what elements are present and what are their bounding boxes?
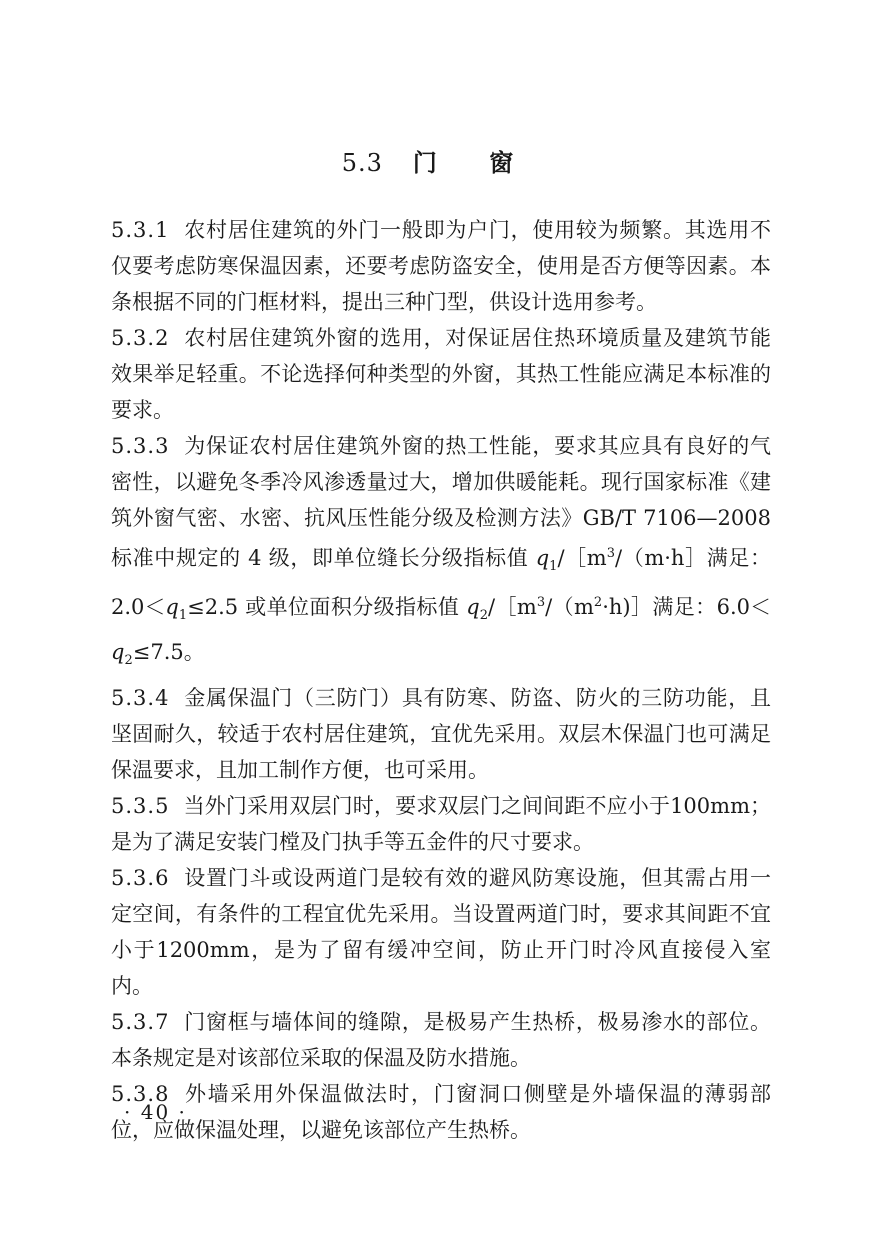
clause-5-3-4 xyxy=(111,680,771,788)
symbol-q: q xyxy=(111,640,125,665)
clause-text: 农村居住建筑的外门一般即为户门，使用较为频繁。其选用不仅要考虑防寒保温因素，还要考虑防盗安全，使用是否方便等因素。本条根据不同的门框材料，提出三种门型，供设计选用参考。 xyxy=(111,218,771,314)
clause-text: /（m xyxy=(545,595,594,620)
clause-5-3-6 xyxy=(111,860,771,1004)
clause-text: 门窗框与墙体间的缝隙，是极易产生热桥，极易渗水的部位。本条规定是对该部位采取的保温及防水措施。 xyxy=(111,1009,771,1070)
subscript: 1 xyxy=(549,559,558,575)
clause-number: 5.3.6 xyxy=(111,865,170,890)
superscript: 3 xyxy=(536,595,546,611)
section-number: 5.3 xyxy=(341,149,383,177)
symbol-q: q xyxy=(466,595,480,620)
subscript: 2 xyxy=(479,608,489,624)
page-number: · 40 · xyxy=(124,1100,187,1124)
section-title: 门 窗 xyxy=(412,148,536,177)
clause-number: 5.3.1 xyxy=(111,218,170,242)
clause-number: 5.3.2 xyxy=(111,326,170,350)
clause-number: 5.3.5 xyxy=(111,793,170,818)
clause-number: 5.3.7 xyxy=(111,1009,170,1034)
clause-5-3-3 xyxy=(111,428,771,680)
section-heading xyxy=(0,146,877,180)
symbol-q: q xyxy=(535,546,550,570)
body-text xyxy=(111,212,771,1148)
clause-text: 外墙采用外保温做法时，门窗洞口侧壁是外墙保温的薄弱部位，应做保温处理，以避免该部位产生热桥。 xyxy=(111,1081,771,1142)
subscript: 1 xyxy=(178,608,188,624)
clause-text: /［m xyxy=(488,595,537,620)
clause-text: ≤2.5 或单位面积分级指标值 xyxy=(187,595,467,620)
clause-5-3-5 xyxy=(111,788,771,860)
clause-text: ≤7.5。 xyxy=(132,640,205,665)
clause-5-3-1 xyxy=(111,212,771,320)
clause-5-3-2 xyxy=(111,320,771,428)
clause-5-3-7 xyxy=(111,1004,771,1076)
symbol-q: q xyxy=(165,595,179,620)
clause-text: 为保证农村居住建筑外窗的热工性能，要求其应具有良好的气密性，以避免冬季冷风渗透量过大，增加供暖能耗。现行国家标准《建筑外窗气密、水密、抗风压性能分级及检测方法》GB/T 7106—2008 标准中规定的 4 级，即单位缝长分级指标值 xyxy=(111,434,771,570)
clause-text: /［m xyxy=(557,546,607,570)
clause-5-3-8 xyxy=(111,1076,771,1148)
clause-number: 5.3.4 xyxy=(111,685,170,710)
clause-text: /（m·h］满足：2.0＜ xyxy=(111,546,771,620)
clause-number: 5.3.8 xyxy=(111,1081,170,1106)
clause-number: 5.3.3 xyxy=(111,434,170,458)
clause-text: 当外门采用双层门时，要求双层门之间间距不应小于100mm；是为了满足安装门樘及门执手等五金件的尺寸要求。 xyxy=(111,793,771,854)
clause-text: ·h)］满足：6.0＜ xyxy=(602,595,771,620)
clause-text: 金属保温门（三防门）具有防寒、防盗、防火的三防功能，且坚固耐久，较适于农村居住建筑，宜优先采用。双层木保温门也可满足保温要求，且加工制作方便，也可采用。 xyxy=(111,685,771,782)
superscript: 2 xyxy=(593,595,603,611)
clause-text: 设置门斗或设两道门是较有效的避风防寒设施，但其需占用一定空间，有条件的工程宜优先采用。当设置两道门时，要求其间距不宜小于1200mm，是为了留有缓冲空间，防止开门时冷风直接侵入室内。 xyxy=(111,865,771,998)
superscript: 3 xyxy=(606,546,615,561)
clause-text: 农村居住建筑外窗的选用，对保证居住热环境质量及建筑节能效果举足轻重。不论选择何种类型的外窗，其热工性能应满足本标准的要求。 xyxy=(111,326,771,422)
subscript: 2 xyxy=(124,653,133,669)
